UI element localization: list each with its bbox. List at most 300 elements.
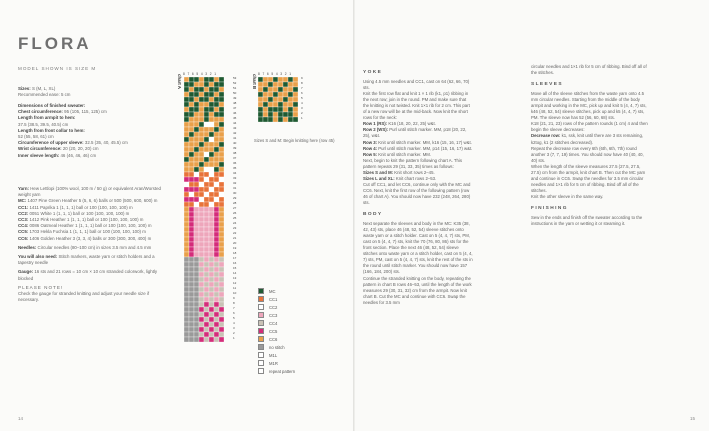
stitch-cell [184,207,189,212]
stitch-cell [194,212,199,217]
stitch-cell [214,267,219,272]
row-number: 49 [233,96,237,100]
dimensions-section [18,103,166,159]
stitch-cell [189,272,194,277]
stitch-cell [189,122,194,127]
stitch-cell [204,102,209,107]
stitch-cell [263,87,268,92]
stitch-cell [219,142,224,147]
stitch-cell [214,152,219,157]
stitch-cell [194,292,199,297]
stitch-cell [189,217,194,222]
stitch-cell [278,117,283,122]
stitch-cell [184,77,189,82]
stitch-cell [283,92,288,97]
pattern-title: FLORA [18,34,92,53]
stitch-cell [263,117,268,122]
stitch-cell [194,127,199,132]
stitch-cell [184,327,189,332]
stitch-cell [204,262,209,267]
legend-label: no stitch [269,344,285,350]
stitch-cell [209,187,214,192]
stitch-cell [278,82,283,87]
stitch-cell [194,162,199,167]
stitch-cell [194,202,199,207]
stitch-cell [219,252,224,257]
stitch-cell [209,267,214,272]
stitch-cell [204,252,209,257]
stitch-cell [214,112,219,117]
yoke-paragraph-1: Using 4.5 mm needles and CC1, cast on 64 (62, 66, 70) sts. [363,79,470,91]
stitch-cell [288,97,293,102]
stitch-cell [214,292,219,297]
short-row-label: Row 3: [363,139,379,145]
stitch-cell [194,317,199,322]
stitch-cell [219,152,224,157]
stitch-cell [214,77,219,82]
stitch-cell [204,97,209,102]
stitch-cell [219,157,224,162]
stitch-cell [293,112,298,117]
upper-sleeve-label: Circumference of upper sleeve: [18,140,84,146]
stitch-cell [199,232,204,237]
row-number: 50 [233,91,237,95]
stitch-cell [209,177,214,182]
stitch-cell [214,202,219,207]
stitch-cell [273,92,278,97]
yarn-item-text: 0051 White 1 (1, 1, 1) ball or 100 (100, 100, 100) m [29,210,130,216]
stitch-cell [288,87,293,92]
stitch-cell [204,117,209,122]
stitch-cell [204,257,209,262]
stitch-cell [204,187,209,192]
stitch-cell [214,87,219,92]
stitch-cell [194,187,199,192]
stitch-cell [214,247,219,252]
stitch-cell [214,132,219,137]
stitch-cell [189,82,194,87]
legend-swatch [258,368,264,374]
stitch-cell [204,247,209,252]
stitch-cell [184,192,189,197]
row-number: 30 [233,191,237,195]
stitch-cell [214,257,219,262]
stitch-cell [258,87,263,92]
stitch-cell [194,167,199,172]
stitch-cell [199,227,204,232]
stitch-cell [204,162,209,167]
stitch-cell [199,162,204,167]
stitch-cell [194,287,199,292]
stitch-cell [283,117,288,122]
stitch-cell [194,322,199,327]
stitch-cell [214,137,219,142]
stitch-cell [184,107,189,112]
stitch-cell [214,172,219,177]
gauge-label: Gauge: [18,269,34,275]
stitch-cell [184,222,189,227]
stitch-cell [219,312,224,317]
stitch-cell [214,107,219,112]
stitch-cell [219,217,224,222]
stitch-cell [189,312,194,317]
right-page [355,0,709,431]
armpit-length-value: 37.5 (38.5, 39.5, 40.5) cm [18,121,69,127]
stitch-cell [283,77,288,82]
stitch-cell [258,117,263,122]
stitch-cell [184,147,189,152]
legend-swatch [258,312,264,318]
sleeves-paragraph-5: Knit the other sleeve in the same way. [531,193,604,199]
legend-item [258,335,295,343]
stitch-cell [209,97,214,102]
stitch-cell [219,137,224,142]
stitch-cell [214,122,219,127]
row-number: 11 [233,286,237,290]
yoke-heading: YOKE [363,70,383,75]
stitch-cell [189,87,194,92]
stitch-cell [293,87,298,92]
stitch-cell [184,117,189,122]
stitch-cell [194,302,199,307]
row-number: 29 [233,196,237,200]
stitch-cell [214,127,219,132]
stitch-cell [209,297,214,302]
stitch-cell [184,232,189,237]
stitch-cell [199,157,204,162]
stitch-cell [219,272,224,277]
stitch-cell [204,242,209,247]
stitch-cell [199,322,204,327]
sizes-lxl-text: Knit chart rows 2–53. [395,175,437,181]
legend-item [258,351,295,359]
yoke-paragraph-4: Cut off CC1, and let CC6, continue only with the MC and CC6. Next, knit the first row of the following pattern (row 46 of chart A). You should now have 232 (248, 264, 280) sts. [363,181,471,205]
row-number: 17 [233,256,237,260]
stitch-cell [204,322,209,327]
stitch-cell [214,317,219,322]
stitch-cell [214,197,219,202]
stitch-cell [219,112,224,117]
stitch-cell [194,137,199,142]
stitch-cell [204,332,209,337]
stitch-cell [263,112,268,117]
stitch-cell [204,297,209,302]
stitch-cell [184,127,189,132]
stitch-cell [214,177,219,182]
legend-label: M1R [269,360,278,366]
row-number: 10 [233,291,237,295]
stitch-cell [283,82,288,87]
stitch-cell [199,217,204,222]
stitch-cell [194,257,199,262]
stitch-cell [219,307,224,312]
stitch-cell [204,217,209,222]
stitch-cell [189,137,194,142]
chart-a [183,72,231,347]
stitch-cell [273,107,278,112]
legend-item [258,303,295,311]
stitch-cell [199,282,204,287]
stitch-cell [204,327,209,332]
legend-item [258,343,295,351]
short-row-label: Row 5: [363,151,379,157]
stitch-cell [184,167,189,172]
stitch-cell [199,122,204,127]
stitch-cell [214,182,219,187]
stitch-cell [219,277,224,282]
stitch-cell [194,232,199,237]
stitch-cell [214,302,219,307]
stitch-cell [194,122,199,127]
stitch-cell [209,302,214,307]
stitch-cell [204,287,209,292]
stitch-cell [209,252,214,257]
short-row-label: Row 1 (RS): [363,121,389,127]
chest-value: 95 (105, 115, 125) cm [64,109,107,115]
stitch-cell [204,292,209,297]
legend-label: M1L [269,352,278,358]
stitch-cell [209,337,214,342]
legend-swatch [258,288,264,294]
stitch-cell [204,302,209,307]
stitch-cell [204,232,209,237]
stitch-cell [204,82,209,87]
stitch-cell [263,82,268,87]
stitch-cell [194,197,199,202]
stitch-cell [184,142,189,147]
stitch-cell [204,172,209,177]
stitch-cell [219,147,224,152]
stitch-cell [214,327,219,332]
yoke-body-column [363,64,473,306]
stitch-cell [189,227,194,232]
yarn-item [18,236,166,242]
stitch-cell [273,82,278,87]
stitch-cell [199,87,204,92]
stitch-cell [204,207,209,212]
stitch-cell [293,92,298,97]
row-number: 35 [233,166,237,170]
stitch-cell [184,247,189,252]
stitch-cell [194,217,199,222]
stitch-cell [209,227,214,232]
stitch-cell [209,162,214,167]
stitch-cell [273,87,278,92]
stitch-cell [278,87,283,92]
stitch-cell [189,77,194,82]
yarn-item-text: 1411 Paprika 1 (1, 1, 1) ball or 100 (100, 100, 100) m [29,204,133,210]
stitch-cell [184,252,189,257]
stitch-cell [189,337,194,342]
row-number: 52 [233,81,237,85]
yarn-list [18,198,166,241]
stitch-cell [184,157,189,162]
stitch-cell [209,172,214,177]
yarn-item-text: 0086 Oatmeal Heather 1 (1, 1, 1) ball or 100 (100, 100, 100) m [29,223,152,229]
row-number: 48 [233,101,237,105]
legend-swatch [258,296,264,302]
stitch-cell [214,102,219,107]
stitch-cell [194,267,199,272]
row-number: 24 [233,221,237,225]
stitch-cell [194,117,199,122]
sleeves-paragraph-4: When the length of the sleeve measures 27.5 (27.5, 27.5, 27.5) cm from the armpit, knit chart B. Then cut the MC yarn and continue in CC6. Swap the needles for 3.5 mm circular needles and 1×1 rib for 5 cm of ribbing. Bind off all of the stitches. [531,163,646,193]
stitch-cell [209,92,214,97]
legend-swatch [258,304,264,310]
stitch-cell [219,237,224,242]
stitch-cell [184,92,189,97]
sleeves-paragraph-1: Move all of the sleeve stitches from the waste yarn onto 4.5 mm circular needles. Starting from the middle of the body armpit and working in the MC, pick up and knit 5 (4, 4, 7) sts, k46 (48, 52, 54) sleeve stitches, pick up and k5 (4, 4, 7) sts, PM. The sleeve now has 52 (56, 60, 68) sts. [531,91,647,121]
stitch-cell [214,92,219,97]
sizes-value: S (M, L, XL) [31,86,56,91]
stitch-cell [219,247,224,252]
stitch-cell [189,147,194,152]
stitch-cell [209,102,214,107]
stitch-cell [199,307,204,312]
stitch-cell [214,242,219,247]
stitch-cell [194,337,199,342]
chart-a-column-numbers: 8 7 6 5 4 3 2 1 [183,72,217,76]
also-need-label: You will also need: [18,254,58,260]
stitch-cell [184,307,189,312]
stitch-cell [288,117,293,122]
stitch-cell [204,192,209,197]
stitch-cell [214,287,219,292]
stitch-cell [199,202,204,207]
stitch-cell [184,197,189,202]
stitch-cell [184,152,189,157]
stitch-cell [189,317,194,322]
row-number: 51 [233,86,237,90]
stitch-cell [209,272,214,277]
stitch-cell [189,207,194,212]
legend-item [258,319,295,327]
stitch-cell [204,157,209,162]
stitch-cell [199,107,204,112]
sizes-sm-label: Sizes S and M: [363,169,394,175]
stitch-cell [199,312,204,317]
stitch-cell [204,147,209,152]
sleeves-paragraph-3: Repeat the decrease row every 6th (6th, 6th, 7th) round another 3 (7, 7, 19) times. You should now have 40 (40, 40, 40) sts. [531,145,644,163]
stitch-cell [209,207,214,212]
stitch-cell [189,277,194,282]
stitch-cell [288,92,293,97]
stitch-cell [209,317,214,322]
stitch-cell [214,252,219,257]
legend-swatch [258,360,264,366]
stitch-cell [214,97,219,102]
stitch-cell [189,167,194,172]
stitch-cell [273,112,278,117]
stitch-cell [194,237,199,242]
stitch-cell [219,192,224,197]
stitch-cell [214,332,219,337]
stitch-cell [204,177,209,182]
stitch-cell [184,237,189,242]
please-note-text: Check the gauge for stranded knitting and adjust your needle size if necessary. [18,291,150,303]
legend-item [258,367,295,375]
stitch-cell [219,92,224,97]
stitch-cell [268,87,273,92]
stitch-cell [209,332,214,337]
stitch-cell [194,332,199,337]
stitch-cell [199,317,204,322]
stitch-cell [204,92,209,97]
stitch-cell [204,277,209,282]
body-paragraph-2: Continue the stranded knitting on the body, repeating the pattern in chart B rows 46–53, until the length of the work measures 29 (30, 31, 32) cm from the armpit. Now knit chart B. Cut the MC and continue with CC6. Swap the needles for 3.5 mm [363,275,472,305]
row-number: 9 [301,76,303,80]
stitch-cell [258,92,263,97]
stitch-cell [283,97,288,102]
stitch-cell [293,117,298,122]
row-number: 1 [233,336,235,340]
stitch-cell [214,157,219,162]
row-number: 46 [233,111,237,115]
row-number: 7 [301,86,303,90]
stitch-cell [199,192,204,197]
stitch-cell [204,152,209,157]
stitch-cell [283,107,288,112]
stitch-cell [263,107,268,112]
row-number: 7 [233,306,235,310]
stitch-cell [189,197,194,202]
stitch-cell [189,292,194,297]
stitch-cell [199,287,204,292]
stitch-cell [214,207,219,212]
stitch-cell [189,232,194,237]
stitch-cell [189,287,194,292]
also-need-value: Stitch markers, waste yarn or stitch holders and a tapestry needle [18,254,155,266]
stitch-cell [194,277,199,282]
row-number: 13 [233,276,237,280]
legend-item [258,327,295,335]
stitch-cell [204,167,209,172]
row-number: 37 [233,156,237,160]
stitch-cell [204,127,209,132]
row-number: 32 [233,181,237,185]
stitch-cell [194,297,199,302]
yarn-label: Yarn: [18,186,29,191]
stitch-cell [219,337,224,342]
stitch-cell [199,297,204,302]
stitch-cell [189,102,194,107]
left-page-number: 14 [18,416,24,421]
stitch-cell [189,132,194,137]
dimensions-label: Dimensions of finished sweater: [18,103,86,108]
stitch-cell [273,117,278,122]
stitch-cell [199,142,204,147]
stitch-cell [194,172,199,177]
inner-sleeve-value: 46 (46, 46, 46) cm [60,152,97,158]
stitch-cell [199,137,204,142]
stitch-cell [199,197,204,202]
stitch-cell [209,137,214,142]
please-note-heading: PLEASE NOTE! [18,284,64,290]
legend-label: CC1 [269,296,278,302]
legend-swatch [258,336,264,342]
stitch-cell [184,112,189,117]
stitch-cell [209,222,214,227]
finishing-heading: FINISHING [531,205,568,211]
chart-b-label: chart B [252,74,257,90]
stitch-cell [214,227,219,232]
stitch-cell [184,332,189,337]
row-number: 2 [301,111,303,115]
stitch-cell [258,107,263,112]
stitch-cell [214,337,219,342]
stitch-cell [184,297,189,302]
chart-a-label: chart A [177,74,182,89]
